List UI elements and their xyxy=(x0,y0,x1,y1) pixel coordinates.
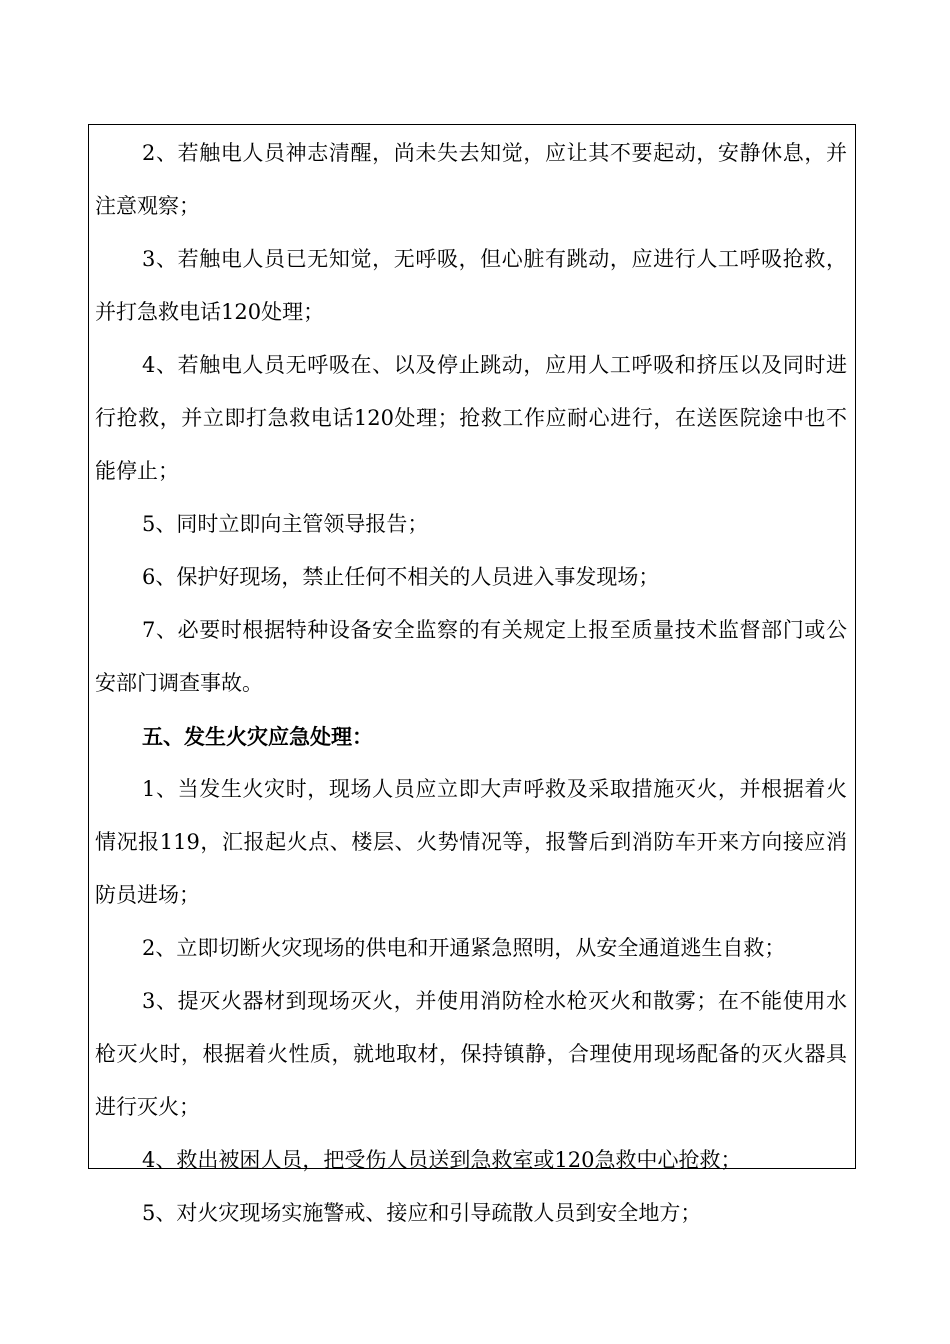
paragraph-item-3: 3、若触电人员已无知觉，无呼吸，但心脏有跳动，应进行人工呼吸抢救，并打急救电话120处理； xyxy=(95,247,847,324)
paragraph-item-6: 6、保护好现场，禁止任何不相关的人员进入事发现场； xyxy=(142,565,660,589)
paragraph-item-7: 7、必要时根据特种设备安全监察的有关规定上报至质量技术监督部门或公安部门调查事故。 xyxy=(95,618,847,695)
section-heading-fire: 五、发生火灾应急处理： xyxy=(142,724,373,749)
fire-item-2: 2、立即切断火灾现场的供电和开通紧急照明，从安全通道逃生自救； xyxy=(142,936,786,960)
fire-item-1: 1、当发生火灾时，现场人员应立即大声呼救及采取措施灭火，并根据着火情况报119，汇报起火点、楼层、火势情况等，报警后到消防车开来方向接应消防员进场； xyxy=(95,777,847,907)
paragraph-item-4: 4、若触电人员无呼吸在、以及停止跳动，应用人工呼吸和挤压以及同时进行抢救，并立即打急救电话120处理；抢救工作应耐心进行，在送医院途中也不能停止； xyxy=(95,353,847,483)
paragraph-item-2: 2、若触电人员神志清醒，尚未失去知觉，应让其不要起动，安静休息，并注意观察； xyxy=(95,141,847,218)
document-body xyxy=(95,127,847,1240)
fire-item-4: 4、救出被困人员，把受伤人员送到急救室或120急救中心抢救； xyxy=(142,1148,742,1172)
fire-item-5: 5、对火灾现场实施警戒、接应和引导疏散人员到安全地方； xyxy=(142,1201,702,1225)
fire-item-3: 3、提灭火器材到现场灭火，并使用消防栓水枪灭火和散雾；在不能使用水枪灭火时，根据着火性质，就地取材，保持镇静，合理使用现场配备的灭火器具进行灭火； xyxy=(95,989,847,1119)
paragraph-item-5: 5、同时立即向主管领导报告； xyxy=(142,512,429,536)
